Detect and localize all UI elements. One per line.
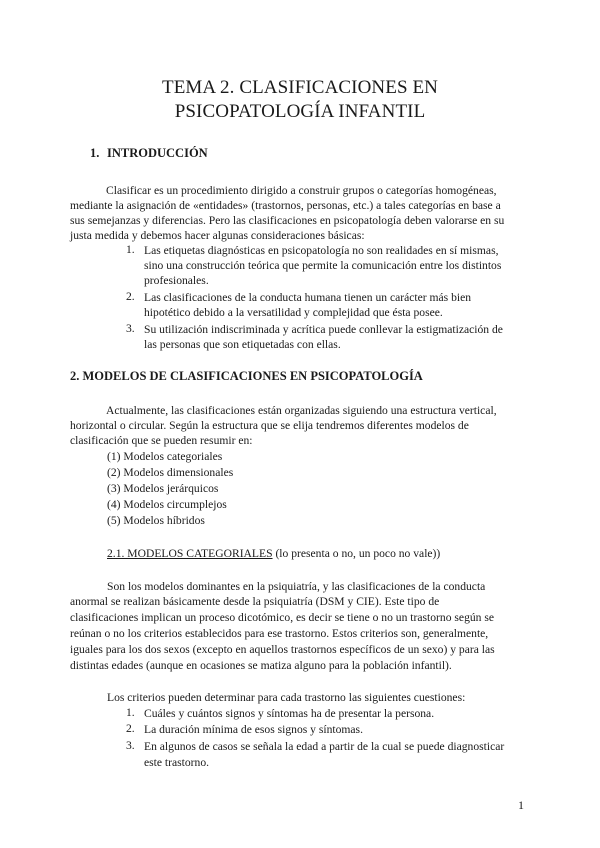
subsection-2-1-paragraph-line: clasificaciones implican un proceso dicotómico, es decir se tiene o no un trastorno según se	[70, 611, 495, 624]
section-2-paragraph-line: horizontal o circular. Según la estructura que se elija tendremos diferentes modelos de	[70, 419, 469, 432]
model-list-item: (3) Modelos jerárquicos	[107, 482, 219, 495]
section-1-paragraph-line: justa medida y debemos hacer algunas consideraciones básicas:	[70, 229, 365, 242]
page-number: 1	[518, 798, 524, 812]
subsection-2-1-paragraph-2: Los criterios pueden determinar para cada trastorno las siguientes cuestiones:	[107, 691, 466, 704]
subsection-2-1-paragraph-line: iguales para los dos sexos (excepto en aquellos trastornos específicos de un sexo) y para las	[70, 643, 495, 656]
section-1-number: 1.	[90, 146, 100, 160]
list-item-number: 3.	[126, 322, 135, 335]
list-item-line: profesionales.	[144, 274, 209, 287]
model-list-item: (4) Modelos circumplejos	[107, 498, 227, 511]
list-item-line: Las clasificaciones de la conducta humana tienen un carácter más bien	[144, 291, 472, 304]
subsection-2-1-paragraph-line: Son los modelos dominantes en la psiquiatría, y las clasificaciones de la conducta	[107, 580, 486, 593]
list-item-number: 2.	[126, 290, 135, 303]
subsection-2-1-paragraph-line: distintas edades (aunque en ocasiones se matiza alguno para la población infantil).	[70, 659, 452, 672]
section-2-heading: 2. MODELOS DE CLASIFICACIONES EN PSICOPATOLOGÍA	[70, 369, 423, 383]
section-1-heading: INTRODUCCIÓN	[107, 146, 208, 160]
list-item-line: este trastorno.	[144, 756, 210, 769]
list-item-line: sino una construcción teórica que permite la comunicación entre los distintos	[144, 259, 502, 272]
list-item-number: 1.	[126, 243, 135, 256]
section-1-paragraph-line: Clasificar es un procedimiento dirigido a construir grupos o categorías homogéneas,	[106, 184, 497, 197]
list-item-line: hipotético debido a la versatilidad y complejidad que ésta posee.	[144, 306, 443, 319]
subsection-2-1-heading-row	[107, 546, 440, 561]
document-title-line-2: PSICOPATOLOGÍA INFANTIL	[174, 101, 426, 122]
list-item-number: 1.	[126, 706, 135, 719]
subsection-2-1-paragraph-line: anormal se realizan básicamente desde la psiquiatría (DSM y CIE). Este tipo de	[70, 595, 440, 608]
list-item-line: En algunos de casos se señala la edad a partir de la cual se puede diagnosticar	[144, 740, 505, 753]
subsection-2-1-paragraph-line: reúnan o no los criterios establecidos para ese trastorno. Estos criterios son, generalmente,	[70, 627, 489, 640]
model-list-item: (2) Modelos dimensionales	[107, 466, 234, 479]
section-2-paragraph-line: clasificación que se pueden resumir en:	[70, 434, 253, 447]
list-item-number: 2.	[126, 722, 135, 735]
list-item-line: Las etiquetas diagnósticas en psicopatología no son realidades en sí mismas,	[144, 244, 499, 257]
document-title-line-1: TEMA 2. CLASIFICACIONES EN	[161, 77, 438, 98]
list-item-number: 3.	[126, 739, 135, 752]
model-list-item: (1) Modelos categoriales	[107, 450, 223, 463]
model-list-item: (5) Modelos híbridos	[107, 514, 205, 527]
subsection-2-1-note: (lo presenta o no, un poco no vale))	[272, 547, 441, 560]
subsection-2-1-heading: 2.1. MODELOS CATEGORIALES	[107, 547, 273, 560]
list-item-line: las personas que son etiquetadas con ellas.	[144, 338, 341, 351]
list-item-line: Su utilización indiscriminada y acrítica puede conllevar la estigmatización de	[144, 323, 503, 336]
section-1-paragraph-line: sus semejanzas y diferencias. Pero las clasificaciones en psicopatología deben valorarse en su	[70, 214, 505, 227]
section-1-paragraph-line: mediante la asignación de «entidades» (trastornos, personas, etc.) a tales categorías en base a	[70, 199, 501, 212]
section-2-paragraph-line: Actualmente, las clasificaciones están organizadas siguiendo una estructura vertical,	[106, 404, 497, 417]
list-item-line: Cuáles y cuántos signos y síntomas ha de presentar la persona.	[144, 707, 435, 720]
list-item-line: La duración mínima de esos signos y síntomas.	[144, 723, 363, 736]
